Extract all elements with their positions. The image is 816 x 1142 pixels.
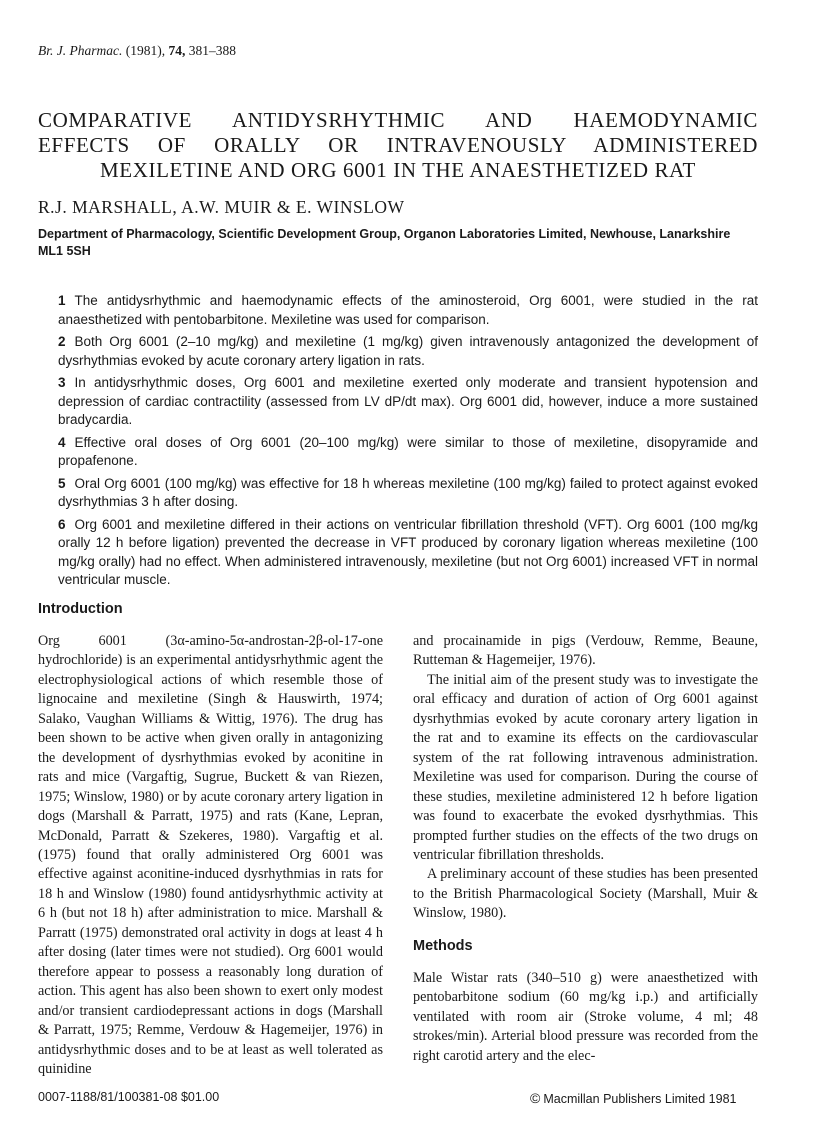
intro-paragraph: Org 6001 (3α-amino-5α-androstan-2β-ol-17-one hydrochloride) is an experimental antidysrhythmic agent the electrophysiological actions of which resemble those of lignocaine and mexiletine (Singh & Hauswirth, 1974; Salako, Vaughan Williams & Wittig, 1976). The drug has been shown to be active when given orally in antagonizing the development of dysrhythmias evoked by aconitine in rats and mice (Vargaftig, Sugrue, Buckett & van Riezen, 1975; Winslow, 1980) or by acute coronary artery ligation in dogs (Marshall & Parratt, 1975) and rats (Kane, Lepran, McDonald, Parratt & Szekeres, 1980). Vargaftig et al. (1975) found that orally administered Org 6001 was effective against aconitine-induced dysrhythmias in rats for 18 h and Winslow (1980) found antidysrhythmic activity at 6 h (but not 18 h) after administration to mice. Marshall & Parratt (1975) demonstrated oral activity in dogs at least 4 h after dosing (later times were not studied). Org 6001 would therefore appear to possess a reasonably long duration of action. This agent has also been shown to exert only modest and/or transient cardiodepressant actions in dogs (Marshall & Parratt, 1975; Remme, Verdouw & Hagemeijer, 1976) in antidysrhythmic doses and to be at least as well tolerated as quinidine [38, 633, 383, 1077]
copyright-icon: © [530, 1090, 541, 1106]
journal-year: (1981), [125, 43, 166, 58]
methods-paragraph: Male Wistar rats (340–510 g) were anaesthetized with pentobarbitone sodium (60 mg/kg i.p.) and artificially ventilated with room air (Stroke volume, 4 ml; 48 strokes/min). Arterial blood pressure was recorded from the right carotid artery and the elec- [413, 970, 758, 1064]
intro-paragraph-continued: and procainamide in pigs (Verdouw, Remme, Beaune, Rutteman & Hagemeijer, 1976). [413, 633, 758, 669]
study-aim-paragraph: The initial aim of the present study was to investigate the oral efficacy and duration of action of Org 6001 against dysrhythmias evoked by acute coronary artery ligation in the rat and to examine its effects on the cardiovascular system of the rat following intravenous administration. Mexiletine was used for comparison. During the course of these studies, mexiletine administered 12 h before ligation was found to exacerbate the evoked dysrhythmias. This prompted further studies on the effects of the two drugs on ventricular fibrillation thresholds. [413, 671, 758, 863]
journal-name: Br. J. Pharmac. [38, 43, 123, 58]
article-title [38, 108, 758, 183]
affiliation: Department of Pharmacology, Scientific Development Group, Organon Laboratories Limited, Newhouse, Lanarkshire ML1 5SH [38, 227, 731, 258]
abstract-item: 2 Both Org 6001 (2–10 mg/kg) and mexiletine (1 mg/kg) given intravenously antagonized the development of dysrhythmias evoked by acute coronary artery ligation in rats. [58, 334, 758, 368]
introduction-heading: Introduction [38, 601, 123, 617]
title-line-2: EFFECTS OF ORALLY OR INTRAVENOUSLY ADMINISTERED [38, 133, 758, 157]
title-line-3: MEXILETINE AND ORG 6001 IN THE ANAESTHETIZED RAT [100, 158, 696, 182]
right-column [413, 632, 758, 924]
article-code: 0007-1188/81/100381-08 $01.00 [38, 1090, 220, 1104]
methods-heading: Methods [413, 938, 473, 954]
journal-pages: 381–388 [188, 43, 236, 58]
preliminary-account-paragraph: A preliminary account of these studies has been presented to the British Pharmacological Society (Marshall, Muir & Winslow, 1980). [413, 866, 758, 922]
abstract-item: 5 Oral Org 6001 (100 mg/kg) was effective for 18 h whereas mexiletine (100 mg/kg) failed to protect against evoked dysrhythmias 3 h after dosing. [58, 475, 758, 509]
abstract-item: 1 The antidysrhythmic and haemodynamic effects of the aminosteroid, Org 6001, were studied in the rat anaesthetized with pentobarbitone. Mexiletine was used for comparison. [58, 293, 758, 327]
copyright-text: Macmillan Publishers Limited 1981 [543, 1092, 737, 1106]
author-list: R.J. MARSHALL, A.W. MUIR & E. WINSLOW [38, 197, 405, 217]
abstract-item: 4 Effective oral doses of Org 6001 (20–100 mg/kg) were similar to those of mexiletine, disopyramide and propafenone. [58, 434, 758, 468]
abstract-item: 3 In antidysrhythmic doses, Org 6001 and mexiletine exerted only moderate and transient hypotension and depression of cardiac contractility (assessed from LV dP/dt max). Org 6001 did, however, induce a more sustained bradycardia. [58, 375, 758, 427]
methods-column [413, 969, 758, 1066]
journal-volume: 74, [168, 43, 186, 58]
abstract-item: 6 Org 6001 and mexiletine differed in their actions on ventricular fibrillation threshold (VFT). Org 6001 (100 mg/kg orally 12 h before ligation) prevented the decrease in VFT produced by coronary ligation whereas mexiletine (100 mg/kg orally) had no effect. When administered intravenously, mexiletine (but not Org 6001) increased VFT in normal ventricular muscle. [58, 516, 758, 587]
copyright-notice [530, 1090, 736, 1106]
abstract [58, 292, 758, 594]
left-column [38, 632, 383, 1079]
journal-reference [38, 43, 236, 59]
title-line-1: COMPARATIVE ANTIDYSRHYTHMIC AND HAEMODYNAMIC [38, 108, 758, 132]
